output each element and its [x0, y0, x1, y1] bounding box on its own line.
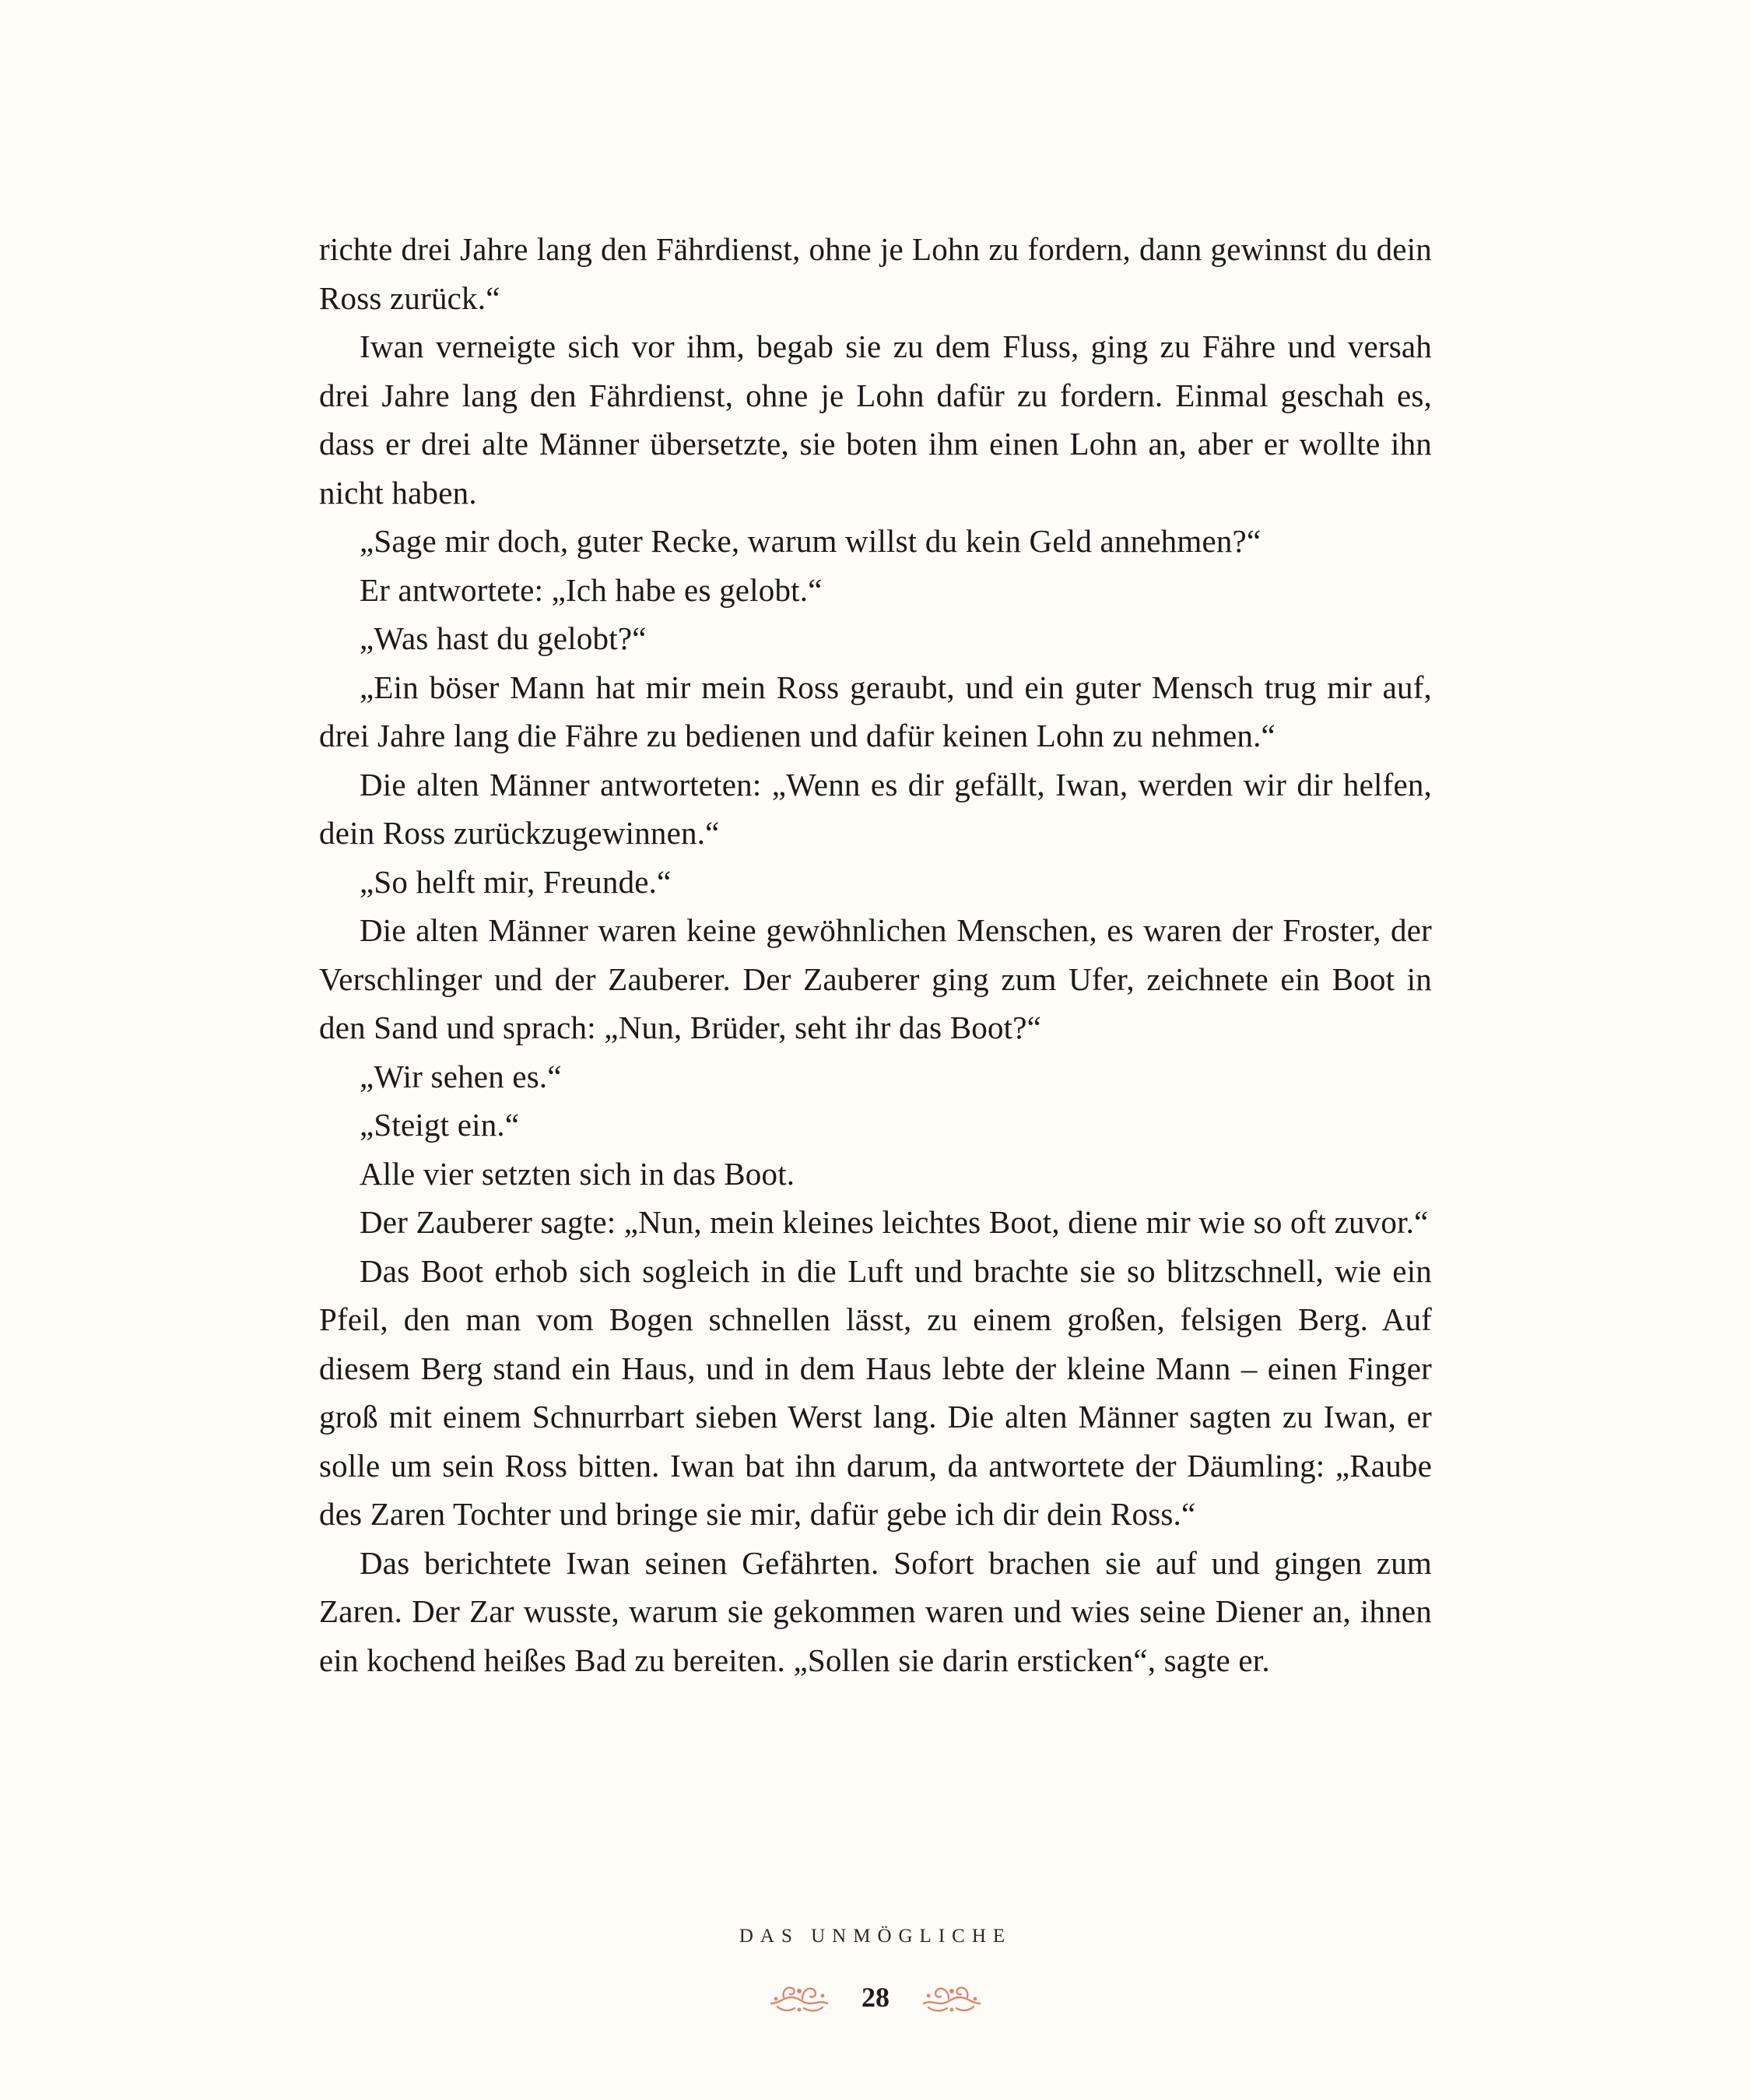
- flourish-ornament-icon: [921, 1980, 983, 2014]
- paragraph: Die alten Männer antworteten: „Wenn es dir gefällt, Iwan, werden wir dir helfen, dein Ross zurückzugewinnen.“: [319, 766, 1432, 851]
- page-number: 28: [861, 1982, 890, 2013]
- paragraph: „Steigt ein.“: [360, 1107, 520, 1143]
- paragraph: Die alten Männer waren keine gewöhnlichen Menschen, es waren der Froster, der Verschlinger und der Zauberer. Der Zauberer ging zum Ufer, zeichnete ein Boot in den Sand und sprach: „Nun, Brüder, seht ihr das Boot?“: [319, 912, 1432, 1045]
- paragraph: richte drei Jahre lang den Fährdienst, ohne je Lohn zu fordern, dann gewinnst du dein Ross zurück.“: [319, 231, 1432, 316]
- paragraph: Alle vier setzten sich in das Boot.: [360, 1155, 795, 1192]
- paragraph: „Wir sehen es.“: [360, 1058, 562, 1094]
- flourish-ornament-icon: [768, 1980, 830, 2014]
- paragraph: „Ein böser Mann hat mir mein Ross geraubt, und ein guter Mensch trug mir auf, drei Jahre lang die Fähre zu bedienen und dafür keinen Lohn zu nehmen.“: [319, 669, 1432, 753]
- page-footer: [0, 1974, 1751, 2021]
- paragraph: Das berichtete Iwan seinen Gefährten. Sofort brachen sie auf und gingen zum Zaren. Der Zar wusste, warum sie gekommen waren und wies seine Diener an, ihnen ein kochend heißes Bad zu bereiten. „Sollen sie darin ersticken“, sagte er.: [319, 1544, 1432, 1678]
- paragraph: Er antwortete: „Ich habe es gelobt.“: [360, 571, 823, 608]
- paragraph: Iwan verneigte sich vor ihm, begab sie zu dem Fluss, ging zu Fähre und versah drei Jahre lang den Fährdienst, ohne je Lohn dafür zu fordern. Einmal geschah es, dass er drei alte Männer übersetzte, sie boten ihm einen Lohn an, aber er wollte ihn nicht haben.: [319, 328, 1432, 511]
- paragraph: „Sage mir doch, guter Recke, warum willst du kein Geld annehmen?“: [360, 523, 1261, 559]
- paragraph: Der Zauberer sagte: „Nun, mein kleines leichtes Boot, diene mir wie so oft zuvor.“: [360, 1204, 1429, 1240]
- body-text: [319, 225, 1432, 1684]
- paragraph: „Was hast du gelobt?“: [360, 620, 647, 656]
- paragraph: „So helft mir, Freunde.“: [360, 863, 672, 900]
- running-title: DAS UNMÖGLICHE: [739, 1926, 1012, 1947]
- paragraph: Das Boot erhob sich sogleich in die Luft und brachte sie so blitzschnell, wie ein Pfeil, den man vom Bogen schnellen lässt, zu einem großen, felsigen Berg. Auf diesem Berg stand ein Haus, und in dem Haus lebte der kleine Mann – einen Finger groß mit einem Schnurrbart sieben Werst lang. Die alten Männer sagten zu Iwan, er solle um sein Ross bitten. Iwan bat ihn darum, da antwortete der Däumling: „Raube des Zaren Tochter und bringe sie mir, dafür gebe ich dir dein Ross.“: [319, 1252, 1432, 1532]
